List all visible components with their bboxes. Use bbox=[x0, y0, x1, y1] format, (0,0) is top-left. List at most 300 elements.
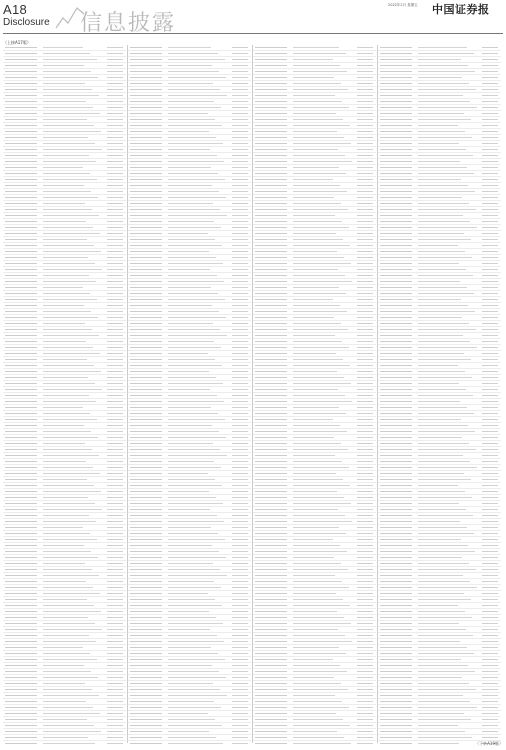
row-name-cell bbox=[380, 725, 412, 726]
row-name-cell bbox=[380, 551, 412, 552]
row-text-cell bbox=[43, 617, 88, 618]
row-text-cell bbox=[43, 491, 101, 492]
row-name-cell bbox=[255, 83, 287, 84]
row-name-cell bbox=[5, 155, 37, 156]
row-name-cell bbox=[130, 701, 162, 702]
row-name-cell bbox=[380, 545, 412, 546]
row-name-cell bbox=[255, 395, 287, 396]
row-number-cell bbox=[357, 629, 373, 630]
row-name-cell bbox=[5, 185, 37, 186]
row-number-cell bbox=[232, 461, 248, 462]
row-name-cell bbox=[130, 437, 162, 438]
row-text-cell bbox=[43, 185, 84, 186]
row-name-cell bbox=[380, 59, 412, 60]
row-text-cell bbox=[43, 173, 90, 174]
row-name-cell bbox=[255, 359, 287, 360]
row-number-cell bbox=[357, 677, 373, 678]
row-number-cell bbox=[357, 683, 373, 684]
row-name-cell bbox=[255, 689, 287, 690]
row-number-cell bbox=[482, 77, 498, 78]
row-text-cell bbox=[293, 605, 350, 606]
row-name-cell bbox=[255, 677, 287, 678]
row-number-cell bbox=[107, 719, 123, 720]
row-text-cell bbox=[418, 461, 470, 462]
row-number-cell bbox=[107, 419, 123, 420]
row-text-cell bbox=[293, 149, 338, 150]
row-number-cell bbox=[107, 635, 123, 636]
row-text-cell bbox=[168, 59, 225, 60]
row-name-cell bbox=[5, 461, 37, 462]
row-number-cell bbox=[482, 197, 498, 198]
row-number-cell bbox=[232, 263, 248, 264]
row-number-cell bbox=[482, 263, 498, 264]
row-name-cell bbox=[255, 653, 287, 654]
row-number-cell bbox=[107, 59, 123, 60]
row-number-cell bbox=[357, 89, 373, 90]
row-number-cell bbox=[107, 605, 123, 606]
row-number-cell bbox=[482, 329, 498, 330]
row-text-cell bbox=[418, 419, 461, 420]
row-text-cell bbox=[43, 125, 94, 126]
row-text-cell bbox=[418, 413, 474, 414]
row-text-cell bbox=[168, 281, 224, 282]
row-name-cell bbox=[255, 605, 287, 606]
row-number-cell bbox=[107, 653, 123, 654]
row-name-cell bbox=[5, 737, 37, 738]
row-number-cell bbox=[357, 281, 373, 282]
row-number-cell bbox=[107, 281, 123, 282]
row-number-cell bbox=[357, 137, 373, 138]
row-number-cell bbox=[357, 467, 373, 468]
row-number-cell bbox=[232, 641, 248, 642]
row-name-cell bbox=[255, 707, 287, 708]
row-number-cell bbox=[482, 455, 498, 456]
row-name-cell bbox=[255, 95, 287, 96]
table-column bbox=[128, 45, 251, 745]
row-name-cell bbox=[380, 233, 412, 234]
row-name-cell bbox=[130, 389, 162, 390]
row-number-cell bbox=[357, 617, 373, 618]
row-text-cell bbox=[293, 599, 343, 600]
row-number-cell bbox=[232, 545, 248, 546]
row-text-cell bbox=[293, 443, 341, 444]
row-number-cell bbox=[232, 221, 248, 222]
row-number-cell bbox=[482, 629, 498, 630]
row-number-cell bbox=[482, 59, 498, 60]
row-text-cell bbox=[293, 401, 352, 402]
row-number-cell bbox=[107, 209, 123, 210]
row-name-cell bbox=[130, 473, 162, 474]
row-name-cell bbox=[5, 731, 37, 732]
row-name-cell bbox=[130, 737, 162, 738]
row-text-cell bbox=[168, 479, 215, 480]
row-number-cell bbox=[482, 701, 498, 702]
row-name-cell bbox=[130, 491, 162, 492]
row-name-cell bbox=[255, 425, 287, 426]
row-text-cell bbox=[293, 659, 333, 660]
row-text-cell bbox=[293, 47, 339, 48]
row-name-cell bbox=[5, 83, 37, 84]
row-text-cell bbox=[43, 575, 99, 576]
row-number-cell bbox=[232, 491, 248, 492]
row-text-cell bbox=[293, 671, 347, 672]
row-text-cell bbox=[418, 203, 469, 204]
row-number-cell bbox=[107, 665, 123, 666]
row-number-cell bbox=[107, 725, 123, 726]
row-number-cell bbox=[107, 587, 123, 588]
row-text-cell bbox=[168, 257, 216, 258]
row-text-cell bbox=[168, 77, 226, 78]
row-text-cell bbox=[418, 707, 477, 708]
row-name-cell bbox=[380, 53, 412, 54]
row-name-cell bbox=[5, 335, 37, 336]
row-name-cell bbox=[255, 635, 287, 636]
row-number-cell bbox=[357, 623, 373, 624]
row-text-cell bbox=[293, 743, 351, 744]
row-number-cell bbox=[357, 113, 373, 114]
row-number-cell bbox=[232, 317, 248, 318]
row-name-cell bbox=[380, 389, 412, 390]
row-number-cell bbox=[482, 209, 498, 210]
row-text-cell bbox=[43, 107, 93, 108]
row-name-cell bbox=[380, 311, 412, 312]
row-number-cell bbox=[232, 377, 248, 378]
row-text-cell bbox=[293, 107, 349, 108]
row-name-cell bbox=[380, 467, 412, 468]
row-number-cell bbox=[232, 335, 248, 336]
row-number-cell bbox=[107, 659, 123, 660]
row-text-cell bbox=[293, 425, 340, 426]
row-text-cell bbox=[418, 425, 468, 426]
row-name-cell bbox=[255, 203, 287, 204]
row-number-cell bbox=[107, 695, 123, 696]
row-number-cell bbox=[482, 347, 498, 348]
row-name-cell bbox=[5, 605, 37, 606]
row-number-cell bbox=[107, 527, 123, 528]
row-text-cell bbox=[293, 527, 339, 528]
row-number-cell bbox=[482, 47, 498, 48]
row-name-cell bbox=[130, 95, 162, 96]
row-text-cell bbox=[293, 95, 335, 96]
row-text-cell bbox=[293, 293, 346, 294]
row-text-cell bbox=[293, 347, 349, 348]
row-text-cell bbox=[168, 227, 221, 228]
row-text-cell bbox=[43, 395, 89, 396]
row-text-cell bbox=[293, 587, 349, 588]
row-text-cell bbox=[418, 671, 475, 672]
issue-date: 2022年2月 星期五 bbox=[388, 3, 418, 7]
row-number-cell bbox=[482, 227, 498, 228]
row-name-cell bbox=[5, 65, 37, 66]
row-number-cell bbox=[232, 77, 248, 78]
row-name-cell bbox=[5, 479, 37, 480]
row-name-cell bbox=[255, 149, 287, 150]
row-number-cell bbox=[482, 509, 498, 510]
row-number-cell bbox=[482, 83, 498, 84]
row-name-cell bbox=[130, 425, 162, 426]
row-text-cell bbox=[168, 107, 221, 108]
row-text-cell bbox=[43, 83, 85, 84]
row-number-cell bbox=[107, 251, 123, 252]
row-name-cell bbox=[5, 263, 37, 264]
row-number-cell bbox=[107, 431, 123, 432]
row-number-cell bbox=[232, 683, 248, 684]
row-text-cell bbox=[418, 665, 468, 666]
row-text-cell bbox=[293, 371, 337, 372]
row-name-cell bbox=[130, 401, 162, 402]
row-number-cell bbox=[357, 371, 373, 372]
row-number-cell bbox=[357, 239, 373, 240]
row-text-cell bbox=[43, 359, 87, 360]
newspaper-masthead: 中国证券报 bbox=[432, 3, 490, 16]
row-name-cell bbox=[5, 71, 37, 72]
row-text-cell bbox=[168, 323, 213, 324]
row-name-cell bbox=[255, 119, 287, 120]
row-name-cell bbox=[130, 299, 162, 300]
row-number-cell bbox=[107, 509, 123, 510]
row-text-cell bbox=[418, 221, 470, 222]
row-number-cell bbox=[232, 179, 248, 180]
row-number-cell bbox=[357, 227, 373, 228]
row-name-cell bbox=[255, 161, 287, 162]
row-text-cell bbox=[418, 161, 460, 162]
row-number-cell bbox=[107, 107, 123, 108]
row-name-cell bbox=[380, 377, 412, 378]
row-text-cell bbox=[168, 287, 211, 288]
row-number-cell bbox=[107, 437, 123, 438]
row-name-cell bbox=[380, 443, 412, 444]
row-number-cell bbox=[482, 587, 498, 588]
row-text-cell bbox=[168, 497, 216, 498]
row-text-cell bbox=[418, 125, 458, 126]
row-name-cell bbox=[380, 413, 412, 414]
row-text-cell bbox=[43, 653, 90, 654]
row-text-cell bbox=[418, 653, 474, 654]
row-name-cell bbox=[5, 149, 37, 150]
row-text-cell bbox=[168, 251, 209, 252]
row-name-cell bbox=[255, 173, 287, 174]
row-number-cell bbox=[232, 437, 248, 438]
row-text-cell bbox=[43, 533, 90, 534]
row-number-cell bbox=[482, 179, 498, 180]
row-text-cell bbox=[168, 473, 208, 474]
row-name-cell bbox=[130, 107, 162, 108]
row-text-cell bbox=[43, 215, 99, 216]
row-number-cell bbox=[107, 83, 123, 84]
row-text-cell bbox=[293, 473, 336, 474]
row-number-cell bbox=[357, 551, 373, 552]
row-name-cell bbox=[5, 647, 37, 648]
row-text-cell bbox=[43, 155, 89, 156]
row-number-cell bbox=[107, 215, 123, 216]
row-name-cell bbox=[255, 617, 287, 618]
row-name-cell bbox=[130, 101, 162, 102]
row-text-cell bbox=[293, 653, 346, 654]
row-name-cell bbox=[380, 665, 412, 666]
row-number-cell bbox=[482, 647, 498, 648]
row-text-cell bbox=[293, 323, 341, 324]
row-number-cell bbox=[232, 269, 248, 270]
row-name-cell bbox=[5, 413, 37, 414]
row-text-cell bbox=[418, 731, 465, 732]
row-number-cell bbox=[482, 527, 498, 528]
row-name-cell bbox=[380, 359, 412, 360]
row-number-cell bbox=[357, 143, 373, 144]
row-text-cell bbox=[418, 713, 464, 714]
row-text-cell bbox=[418, 677, 462, 678]
row-name-cell bbox=[130, 623, 162, 624]
row-name-cell bbox=[130, 245, 162, 246]
row-number-cell bbox=[357, 305, 373, 306]
row-number-cell bbox=[482, 281, 498, 282]
row-name-cell bbox=[5, 167, 37, 168]
row-name-cell bbox=[380, 167, 412, 168]
row-text-cell bbox=[43, 563, 85, 564]
row-name-cell bbox=[130, 647, 162, 648]
row-name-cell bbox=[380, 161, 412, 162]
row-number-cell bbox=[232, 557, 248, 558]
row-number-cell bbox=[232, 161, 248, 162]
row-name-cell bbox=[5, 563, 37, 564]
row-text-cell bbox=[168, 143, 223, 144]
row-name-cell bbox=[255, 401, 287, 402]
row-text-cell bbox=[168, 221, 214, 222]
row-name-cell bbox=[380, 635, 412, 636]
row-text-cell bbox=[418, 575, 463, 576]
row-number-cell bbox=[107, 197, 123, 198]
row-text-cell bbox=[418, 281, 460, 282]
row-name-cell bbox=[5, 353, 37, 354]
row-number-cell bbox=[107, 707, 123, 708]
row-text-cell bbox=[43, 281, 96, 282]
row-number-cell bbox=[357, 413, 373, 414]
row-number-cell bbox=[357, 635, 373, 636]
row-text-cell bbox=[168, 239, 215, 240]
row-name-cell bbox=[130, 725, 162, 726]
row-text-cell bbox=[293, 677, 334, 678]
row-number-cell bbox=[232, 329, 248, 330]
row-text-cell bbox=[293, 89, 348, 90]
row-number-cell bbox=[107, 617, 123, 618]
row-name-cell bbox=[130, 287, 162, 288]
row-text-cell bbox=[168, 629, 210, 630]
row-text-cell bbox=[168, 563, 213, 564]
row-text-cell bbox=[293, 521, 352, 522]
row-name-cell bbox=[130, 173, 162, 174]
row-text-cell bbox=[293, 563, 341, 564]
row-text-cell bbox=[43, 737, 88, 738]
table-column bbox=[378, 45, 501, 745]
row-name-cell bbox=[5, 707, 37, 708]
row-number-cell bbox=[232, 89, 248, 90]
row-name-cell bbox=[255, 533, 287, 534]
row-name-cell bbox=[380, 539, 412, 540]
row-number-cell bbox=[107, 611, 123, 612]
row-number-cell bbox=[107, 743, 123, 744]
row-name-cell bbox=[255, 647, 287, 648]
row-name-cell bbox=[380, 557, 412, 558]
row-text-cell bbox=[293, 593, 336, 594]
row-number-cell bbox=[107, 137, 123, 138]
row-name-cell bbox=[380, 623, 412, 624]
row-name-cell bbox=[255, 659, 287, 660]
row-text-cell bbox=[418, 233, 464, 234]
row-name-cell bbox=[5, 635, 37, 636]
row-number-cell bbox=[357, 383, 373, 384]
row-number-cell bbox=[107, 65, 123, 66]
row-number-cell bbox=[482, 299, 498, 300]
row-text-cell bbox=[293, 515, 345, 516]
row-name-cell bbox=[5, 245, 37, 246]
row-name-cell bbox=[130, 677, 162, 678]
row-number-cell bbox=[232, 119, 248, 120]
row-name-cell bbox=[255, 71, 287, 72]
row-number-cell bbox=[357, 539, 373, 540]
row-text-cell bbox=[418, 647, 467, 648]
row-name-cell bbox=[255, 131, 287, 132]
page-code: A18 bbox=[3, 2, 28, 17]
row-name-cell bbox=[130, 485, 162, 486]
row-name-cell bbox=[130, 335, 162, 336]
row-number-cell bbox=[357, 725, 373, 726]
row-name-cell bbox=[255, 263, 287, 264]
row-name-cell bbox=[255, 419, 287, 420]
row-text-cell bbox=[418, 347, 477, 348]
row-name-cell bbox=[130, 503, 162, 504]
row-number-cell bbox=[107, 269, 123, 270]
row-text-cell bbox=[43, 641, 96, 642]
row-name-cell bbox=[255, 185, 287, 186]
row-name-cell bbox=[255, 581, 287, 582]
row-name-cell bbox=[5, 719, 37, 720]
row-number-cell bbox=[107, 95, 123, 96]
row-name-cell bbox=[380, 95, 412, 96]
row-number-cell bbox=[482, 467, 498, 468]
row-text-cell bbox=[418, 209, 476, 210]
row-number-cell bbox=[232, 575, 248, 576]
row-number-cell bbox=[357, 671, 373, 672]
row-number-cell bbox=[232, 635, 248, 636]
row-name-cell bbox=[5, 653, 37, 654]
row-number-cell bbox=[357, 359, 373, 360]
row-text-cell bbox=[43, 221, 86, 222]
row-number-cell bbox=[357, 65, 373, 66]
row-number-cell bbox=[482, 89, 498, 90]
row-name-cell bbox=[130, 137, 162, 138]
row-name-cell bbox=[130, 551, 162, 552]
row-name-cell bbox=[5, 341, 37, 342]
row-number-cell bbox=[107, 239, 123, 240]
row-name-cell bbox=[130, 257, 162, 258]
row-number-cell bbox=[357, 665, 373, 666]
row-name-cell bbox=[380, 269, 412, 270]
row-name-cell bbox=[5, 539, 37, 540]
row-number-cell bbox=[357, 473, 373, 474]
row-name-cell bbox=[380, 743, 412, 744]
row-name-cell bbox=[255, 485, 287, 486]
table-row bbox=[3, 741, 126, 745]
row-number-cell bbox=[482, 497, 498, 498]
row-name-cell bbox=[255, 449, 287, 450]
row-number-cell bbox=[357, 395, 373, 396]
row-number-cell bbox=[232, 341, 248, 342]
row-name-cell bbox=[255, 293, 287, 294]
row-number-cell bbox=[357, 125, 373, 126]
row-text-cell bbox=[293, 383, 351, 384]
row-name-cell bbox=[130, 635, 162, 636]
row-text-cell bbox=[418, 263, 459, 264]
row-number-cell bbox=[107, 323, 123, 324]
